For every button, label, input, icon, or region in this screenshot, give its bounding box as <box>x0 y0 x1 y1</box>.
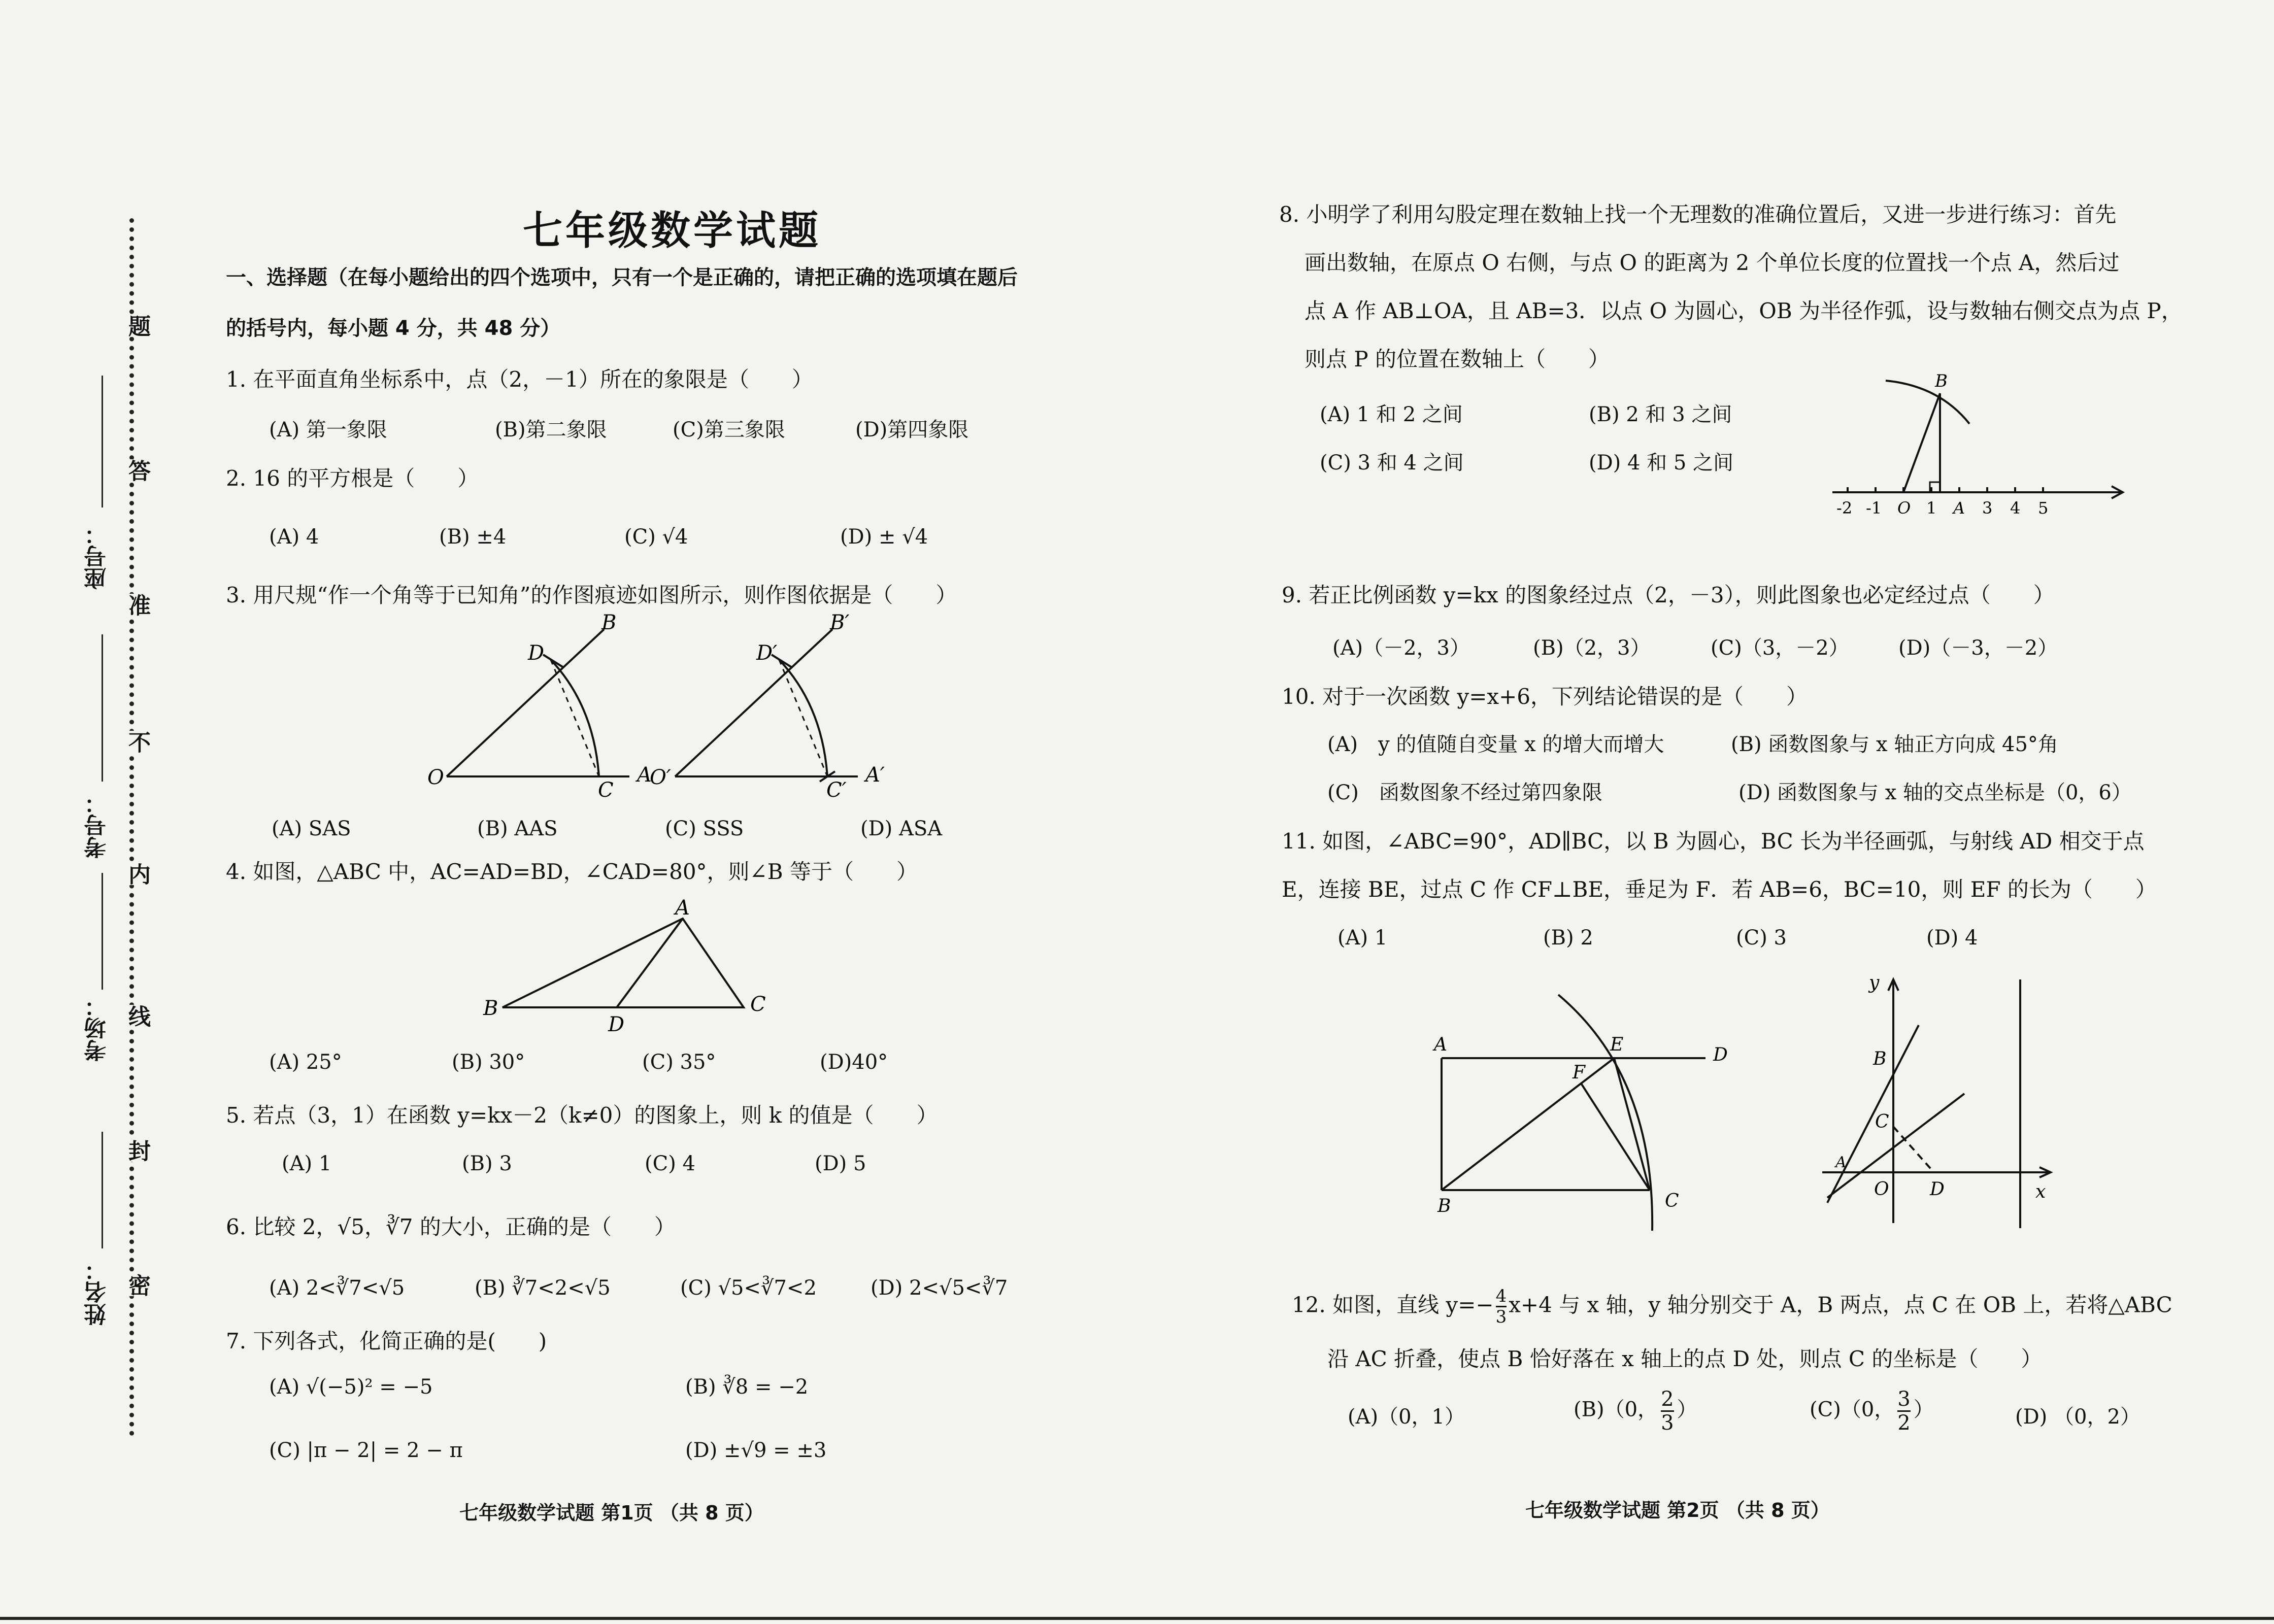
q1-option-b: (B)第二象限 <box>495 418 607 442</box>
question-5-stem: 5. 若点（3，1）在函数 y=kx－2（k≠0）的图象上，则 k 的值是（ ） <box>226 1103 938 1128</box>
q5-option-b: (B) 3 <box>462 1152 512 1175</box>
q12-option-b-fraction: $\frac{2}{3}$ <box>1661 1388 1674 1435</box>
binding-char: 内 <box>121 863 153 885</box>
question-6-stem: 6. 比较 2，√5，∛7 的大小，正确的是（ ） <box>226 1214 676 1239</box>
question-7-stem: 7. 下列各式，化简正确的是( ) <box>226 1329 547 1354</box>
q5-option-c: (C) 4 <box>645 1152 695 1175</box>
binding-char: 不 <box>121 731 153 753</box>
q11-figure <box>1411 974 1726 1238</box>
q8-option-b: (B) 2 和 3 之间 <box>1589 403 1732 426</box>
q9-option-d: (D)（－3，－2） <box>1898 636 2058 660</box>
q7-option-b: (B) ∛8 = −2 <box>685 1375 809 1399</box>
q12-figure <box>1812 969 2096 1254</box>
q8-tick-label: -2 <box>1836 498 1853 518</box>
q8-tick-label: A <box>1953 498 1965 518</box>
question-11-line1: 11. 如图，∠ABC=90°，AD∥BC，以 B 为圆心，BC 长为半径画弧，与射线 AD 相交于点 <box>1282 829 2145 854</box>
q12-fraction <box>1496 1287 1507 1327</box>
q3-label-c-prime: C′ <box>826 779 847 802</box>
binding-dotted-line <box>129 218 136 1436</box>
q11-option-c: (C) 3 <box>1736 926 1787 950</box>
q3-label-o: O <box>427 766 444 789</box>
q5-option-d: (D) 5 <box>815 1152 866 1175</box>
binding-char: 密 <box>121 1274 153 1296</box>
q12-fraction-num: 4 <box>1495 1286 1507 1306</box>
q12-option-a: (A)（0，1） <box>1348 1405 1465 1429</box>
q4-option-d: (D)40° <box>820 1051 888 1074</box>
q12-fraction-den: 3 <box>1495 1307 1507 1327</box>
q8-tick-label: 1 <box>1926 498 1937 518</box>
name-underline <box>102 1132 103 1248</box>
q12-stem-post: x+4 与 x 轴，y 轴分别交于 A，B 两点，点 C 在 OB 上，若将△ABC <box>1509 1292 2172 1317</box>
q12-option-d: (D) （0，2） <box>2015 1405 2141 1429</box>
exam-no-underline <box>102 634 103 782</box>
page-title: 七年级数学试题 <box>523 208 822 254</box>
q12-stem-pre: 12. 如图，直线 y=− <box>1292 1292 1494 1317</box>
q12-label-b: B <box>1873 1048 1887 1069</box>
q11-label-d: D <box>1713 1044 1728 1065</box>
binding-char: 线 <box>121 1005 153 1027</box>
q7-option-d: (D) ±√9 = ±3 <box>685 1439 827 1462</box>
q11-label-e: E <box>1610 1034 1624 1055</box>
q8-tick-label: -1 <box>1866 498 1882 518</box>
question-2-stem: 2. 16 的平方根是（ ） <box>226 466 479 491</box>
q11-option-d: (D) 4 <box>1926 926 1978 950</box>
q12-label-a: A <box>1835 1154 1847 1171</box>
q11-label-c: C <box>1665 1191 1679 1211</box>
q11-label-f: F <box>1573 1062 1585 1083</box>
q8-tick-label: O <box>1897 498 1911 518</box>
q3-option-d: (D) ASA <box>860 817 943 840</box>
q6-option-a: (A) 2<∛7<√5 <box>269 1276 405 1300</box>
q8-option-a: (A) 1 和 2 之间 <box>1320 403 1463 426</box>
q4-option-b: (B) 30° <box>452 1051 525 1074</box>
binding-char: 答 <box>121 459 153 482</box>
question-8-line4: 则点 P 的位置在数轴上（ ） <box>1305 347 1610 371</box>
page-2-footer: 七年级数学试题 第2页 （共 8 页） <box>1525 1499 1830 1521</box>
exam-page-2 <box>1137 0 2274 1624</box>
question-4-stem: 4. 如图，△ABC 中，AC=AD=BD，∠CAD=80°，则∠B 等于（ ） <box>226 859 918 884</box>
scan-bottom-edge <box>0 1617 2274 1620</box>
q8-label-b: B <box>1935 371 1948 391</box>
q9-option-a: (A)（－2，3） <box>1332 636 1470 660</box>
question-11-line2: E，连接 BE，过点 C 作 CF⊥BE，垂足为 F．若 AB=6，BC=10，则 EF 的长为（ ） <box>1282 877 2157 902</box>
q4-figure <box>472 893 802 1040</box>
q12-label-o: O <box>1874 1179 1889 1200</box>
question-8-line2: 画出数轴，在原点 O 右侧，与点 O 的距离为 2 个单位长度的位置找一个点 A，然后过 <box>1305 250 2120 275</box>
q1-option-a: (A) 第一象限 <box>269 418 387 442</box>
question-12-line2: 沿 AC 折叠，使点 B 恰好落在 x 轴上的点 D 处，则点 C 的坐标是（ ） <box>1327 1346 2043 1371</box>
q12-label-x: x <box>2035 1181 2046 1202</box>
binding-char: 准 <box>121 594 153 616</box>
q4-option-c: (C) 35° <box>642 1051 716 1074</box>
q8-tick-label: 3 <box>1982 498 1993 518</box>
seat-label: 座号： <box>84 523 110 590</box>
q8-number-line-figure <box>1822 365 2137 518</box>
q1-option-c: (C)第三象限 <box>673 418 785 442</box>
room-label: 考场： <box>84 995 110 1062</box>
q8-tick-label: 5 <box>2038 498 2049 518</box>
q6-option-d: (D) 2<√5<∛7 <box>871 1276 1008 1300</box>
q3-label-a-prime: A′ <box>865 763 885 787</box>
page-1-footer: 七年级数学试题 第1页 （共 8 页） <box>459 1502 764 1524</box>
q10-option-c: (C) 函数图象不经过第四象限 <box>1327 781 1602 804</box>
q10-option-d: (D) 函数图象与 x 轴的交点坐标是（0，6） <box>1738 781 2132 804</box>
q2-option-c: (C) √4 <box>624 525 688 549</box>
q3-label-b: B <box>601 611 617 634</box>
q3-label-d: D <box>528 641 545 665</box>
binding-char: 题 <box>121 315 153 337</box>
q5-option-a: (A) 1 <box>282 1152 332 1175</box>
q8-tick-label: 4 <box>2010 498 2021 518</box>
q3-figure <box>406 609 964 812</box>
q3-label-a: A <box>637 763 652 787</box>
q4-label-d: D <box>608 1013 625 1036</box>
q12-label-y: y <box>1869 972 1880 993</box>
question-12-line1 <box>1292 1287 2172 1327</box>
name-label: 姓名： <box>84 1259 110 1326</box>
q12-label-d: D <box>1930 1179 1945 1200</box>
q11-label-a: A <box>1434 1034 1447 1055</box>
q8-option-c: (C) 3 和 4 之间 <box>1320 451 1464 475</box>
q3-label-b-prime: B′ <box>830 611 850 634</box>
q2-option-b: (B) ±4 <box>439 525 507 549</box>
q9-option-c: (C)（3，－2） <box>1711 636 1849 660</box>
question-10-stem: 10. 对于一次函数 y=x+6，下列结论错误的是（ ） <box>1282 684 1808 709</box>
q6-option-c: (C) √5<∛7<2 <box>680 1276 817 1300</box>
q2-option-d: (D) ± √4 <box>840 525 928 549</box>
q4-label-a: A <box>675 896 690 920</box>
q12-option-b: (B)（0， $\frac{2}{3}$ ） <box>1574 1388 1697 1435</box>
room-underline <box>102 873 103 990</box>
exam-no-label: 考号： <box>84 792 110 859</box>
section-instructions-line1: 一、选择题（在每小题给出的四个选项中，只有一个是正确的，请把正确的选项填在题后 <box>226 266 1018 289</box>
binding-char: 封 <box>121 1139 153 1162</box>
q10-option-b: (B) 函数图象与 x 轴正方向成 45°角 <box>1731 733 2058 756</box>
q12-option-c: (C)（0， $\frac{3}{2}$ ） <box>1810 1388 1934 1435</box>
q3-label-o-prime: O′ <box>650 766 671 789</box>
q9-option-b: (B)（2，3） <box>1533 636 1651 660</box>
q7-option-c: (C) |π − 2| = 2 − π <box>269 1439 463 1462</box>
q3-label-d-prime: D′ <box>756 641 778 665</box>
q3-option-b: (B) AAS <box>477 817 558 840</box>
q11-option-a: (A) 1 <box>1337 926 1388 950</box>
q7-option-a: (A) √(−5)² = −5 <box>269 1375 433 1399</box>
q1-option-d: (D)第四象限 <box>855 418 969 442</box>
q11-option-b: (B) 2 <box>1543 926 1593 950</box>
q2-option-a: (A) 4 <box>269 525 319 549</box>
q3-label-c: C <box>598 779 614 802</box>
q8-option-d: (D) 4 和 5 之间 <box>1589 451 1734 475</box>
question-3-stem: 3. 用尺规“作一个角等于已知角”的作图痕迹如图所示，则作图依据是（ ） <box>226 583 957 607</box>
q4-option-a: (A) 25° <box>269 1051 342 1074</box>
q3-option-c: (C) SSS <box>665 817 744 840</box>
q10-option-a: (A) y 的值随自变量 x 的增大而增大 <box>1327 733 1664 756</box>
question-1-stem: 1. 在平面直角坐标系中，点（2，－1）所在的象限是（ ） <box>226 367 813 392</box>
question-9-stem: 9. 若正比例函数 y=kx 的图象经过点（2，－3），则此图象也必定经过点（ ） <box>1282 583 2055 607</box>
q12-option-c-fraction: $\frac{3}{2}$ <box>1897 1388 1911 1435</box>
question-8-line1: 8. 小明学了利用勾股定理在数轴上找一个无理数的准确位置后，又进一步进行练习：首先 <box>1279 202 2117 227</box>
q11-label-b: B <box>1437 1196 1451 1216</box>
q4-label-c: C <box>750 993 766 1016</box>
q6-option-b: (B) ∛7<2<√5 <box>475 1276 611 1300</box>
section-instructions-line2: 的括号内，每小题 4 分，共 48 分） <box>226 317 561 340</box>
question-8-line3: 点 A 作 AB⊥OA，且 AB=3．以点 O 为圆心，OB 为半径作弧，设与数轴右侧交点为点 P， <box>1305 298 2183 323</box>
q12-label-c: C <box>1875 1111 1889 1132</box>
seat-underline <box>102 376 103 507</box>
q3-option-a: (A) SAS <box>272 817 351 840</box>
q4-label-b: B <box>483 997 498 1020</box>
